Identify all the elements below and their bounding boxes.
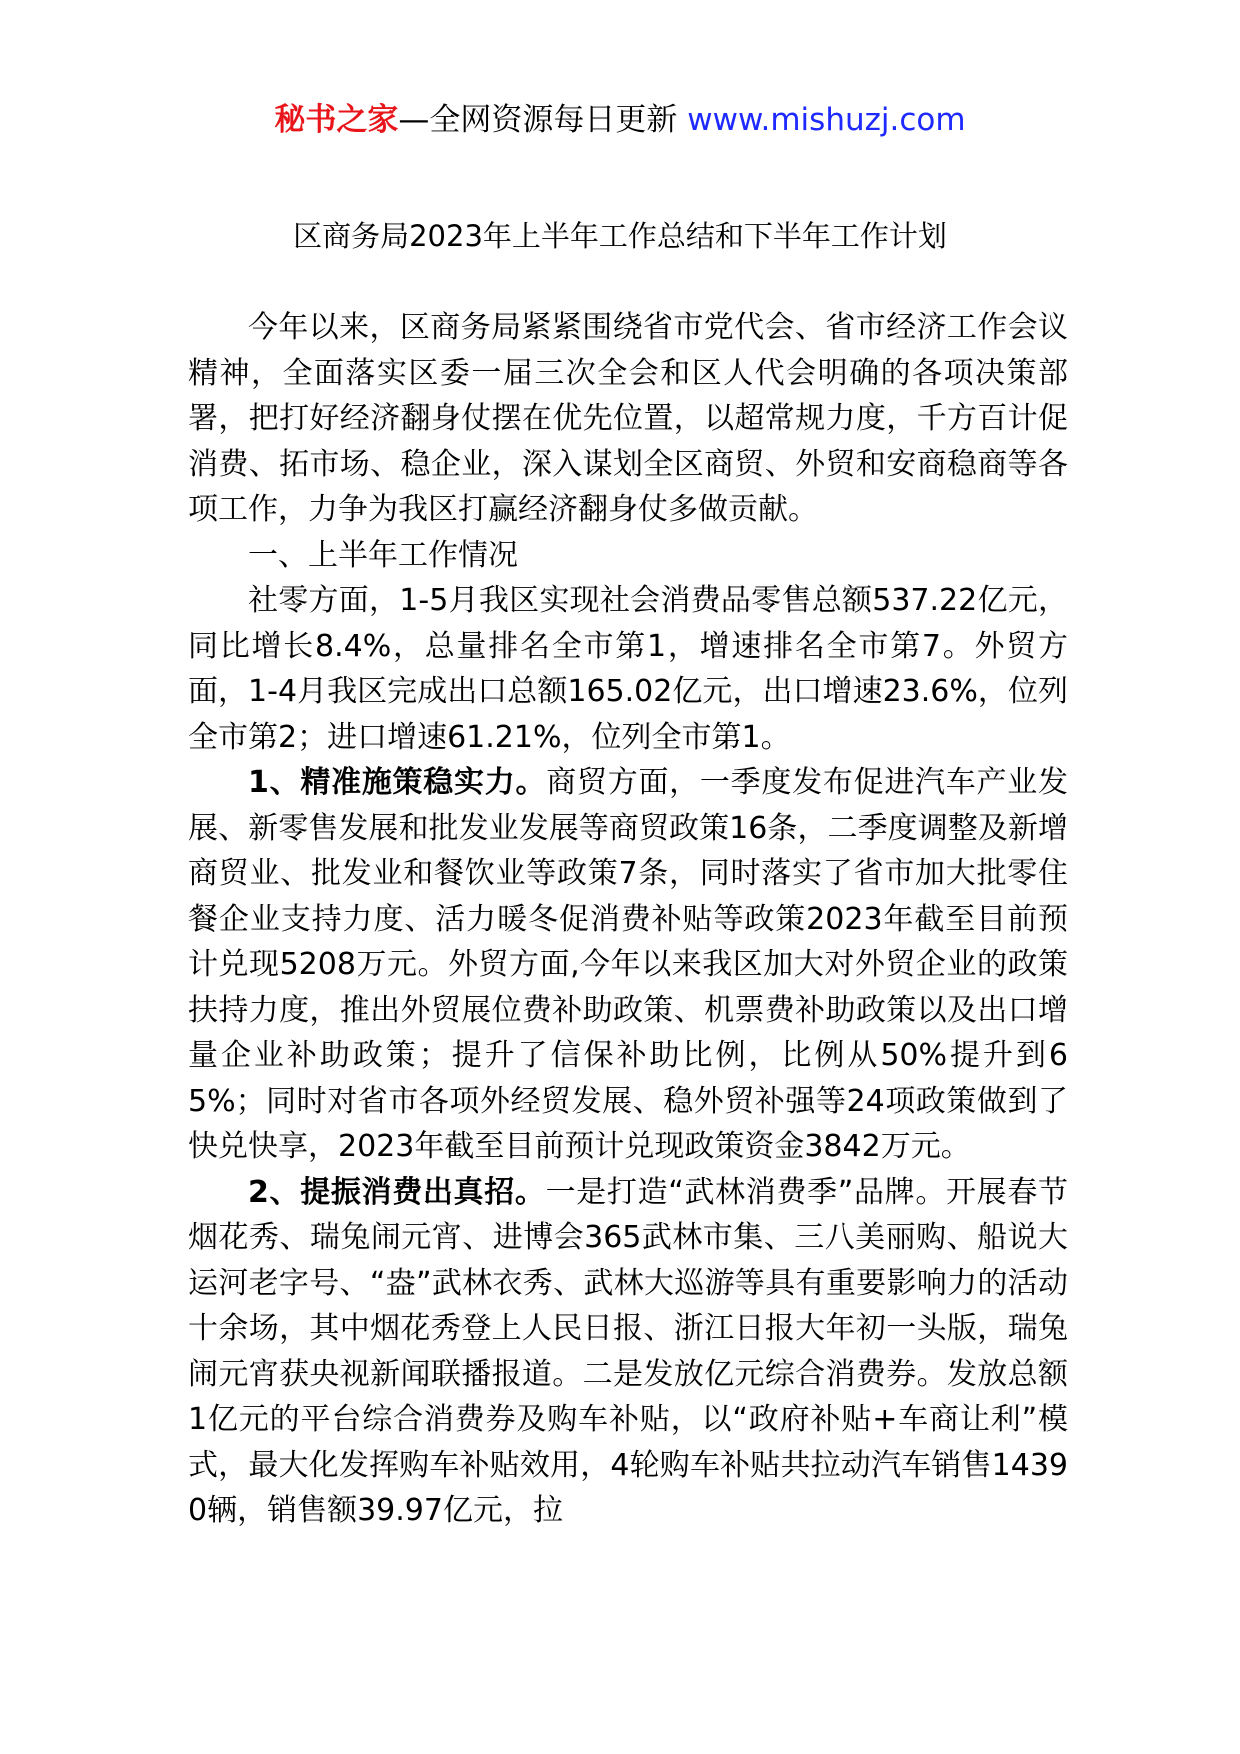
site-tagline: —全网资源每日更新: [398, 102, 688, 138]
paragraph-lead: 2、提振消费出真招。: [248, 1174, 546, 1210]
paragraph-text: 商贸方面，一季度发布促进汽车产业发展、新零售发展和批发业发展等商贸政策16条，二季度调整及新增商贸业、批发业和餐饮业等政策7条，同时落实了省市加大批零住餐企业支持力度、活力暖冬促消费补贴等政策2023年截至目前预计兑现5208万元。外贸方面,今年以来我区加大对外贸企业的政策扶持力度，推出外贸展位费补助政策、机票费补助政策以及出口增量企业补助政策；提升了信保补助比例，比例从50%提升到65%；同时对省市各项外经贸发展、稳外贸补强等24项政策做到了快兑快享，2023年截至目前预计兑现政策资金3842万元。: [188, 765, 1069, 1164]
paragraph-intro: [188, 305, 1068, 533]
section-heading: [188, 533, 1068, 579]
paragraph-policy: [188, 760, 1068, 1170]
site-brand: 秘书之家: [274, 102, 399, 138]
paragraph-text: 一是打造“武林消费季”品牌。开展春节烟花秀、瑞兔闹元宵、进博会365武林市集、三八美丽购、船说大运河老字号、“盎”武林衣秀、武林大巡游等具有重要影响力的活动十余场，其中烟花秀登上人民日报、浙江日报大年初一头版，瑞兔闹元宵获央视新闻联播报道。二是发放亿元综合消费券。发放总额1亿元的平台综合消费券及购车补贴，以“政府补贴+车商让利”模式，最大化发挥购车补贴效用，4轮购车补贴共拉动汽车销售14390辆，销售额39.97亿元，拉: [188, 1174, 1068, 1528]
paragraph-consumption: [188, 1170, 1068, 1534]
document-body: [188, 305, 1068, 1534]
paragraph-overview: [188, 578, 1068, 760]
paragraph-text: 一、上半年工作情况: [248, 537, 518, 573]
paragraph-text: 今年以来，区商务局紧紧围绕省市党代会、省市经济工作会议精神，全面落实区委一届三次全会和区人代会明确的各项决策部署，把打好经济翻身仗摆在优先位置，以超常规力度，千方百计促消费、拓市场、稳企业，深入谋划全区商贸、外贸和安商稳商等各项工作，力争为我区打赢经济翻身仗多做贡献。: [188, 310, 1068, 527]
paragraph-lead: 1、精准施策稳实力。: [248, 765, 547, 800]
site-url-link[interactable]: www.mishuzj.com: [687, 102, 966, 138]
paragraph-text: 社零方面，1-5月我区实现社会消费品零售总额537.22亿元，同比增长8.4%，总量排名全市第1，增速排名全市第7。外贸方面，1-4月我区完成出口总额165.02亿元，出口增速23.6%，位列全市第2；进口增速61.21%，位列全市第1。: [188, 583, 1068, 755]
document-title: 区商务局2023年上半年工作总结和下半年工作计划: [293, 219, 947, 253]
site-header: [0, 100, 1240, 140]
